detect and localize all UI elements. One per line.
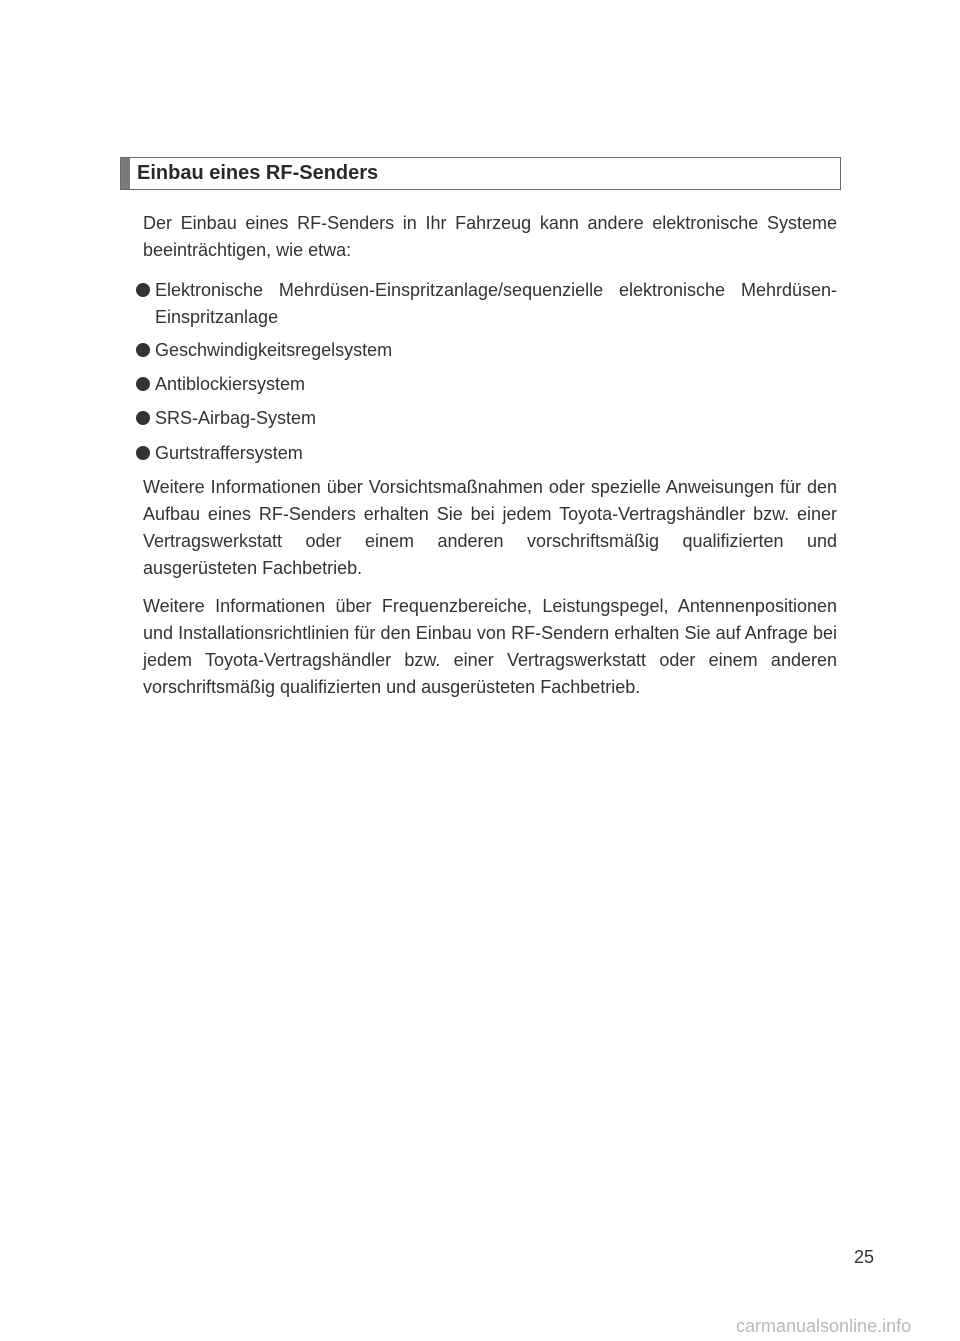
page-number: 25	[853, 1247, 874, 1267]
bullet-item	[136, 440, 837, 467]
bullet-item	[136, 337, 837, 364]
bullet-text: SRS-Airbag-System	[155, 408, 317, 428]
body-paragraph: Weitere Informationen über Vorsichtsmaßnahmen oder spezielle Anweisungen für den Aufbau eines RF-Senders erhalten Sie bei jedem Toyota-Vertragshändler bzw. einer Vertragswerkstatt oder einem anderen vorschriftsmäßig qualifizierten und ausgerüsteten Fachbetrieb.	[143, 477, 837, 578]
bullet-item	[136, 371, 837, 398]
section-marker	[121, 158, 130, 189]
bullet-dot-icon	[136, 411, 150, 425]
bullet-dot-icon	[136, 343, 150, 357]
bullet-dot-icon	[136, 446, 150, 460]
bullet-text: Gurtstraffersystem	[155, 443, 303, 463]
section-header	[120, 157, 841, 190]
body-paragraph: Weitere Informationen über Frequenzbereiche, Leistungspegel, Antennenpositionen und Installationsrichtlinien für den Einbau von RF-Sendern erhalten Sie auf Anfrage bei jedem Toyota-Vertragshändler bzw. einer Vertragswerkstatt oder einem anderen vorschriftsmäßig qualifizierten und ausgerüsteten Fachbetrieb.	[143, 596, 837, 697]
intro-paragraph: Der Einbau eines RF-Senders in Ihr Fahrzeug kann andere elektronische Systeme beeinträchtigen, wie etwa:	[143, 213, 837, 260]
bullet-text: Elektronische Mehrdüsen-Einspritzanlage/sequenzielle elektronische Mehrdüsen-Einspritzanlage	[155, 280, 837, 327]
bullet-item	[136, 405, 837, 432]
bullet-dot-icon	[136, 377, 150, 391]
section-title: Einbau eines RF-Senders	[137, 162, 379, 184]
bullet-dot-icon	[136, 283, 150, 297]
bullet-text: Geschwindigkeitsregelsystem	[155, 340, 393, 360]
bullet-text: Antiblockiersystem	[155, 374, 306, 394]
bullet-item	[136, 277, 837, 331]
watermark-text: carmanualsonline.info	[736, 1316, 912, 1336]
